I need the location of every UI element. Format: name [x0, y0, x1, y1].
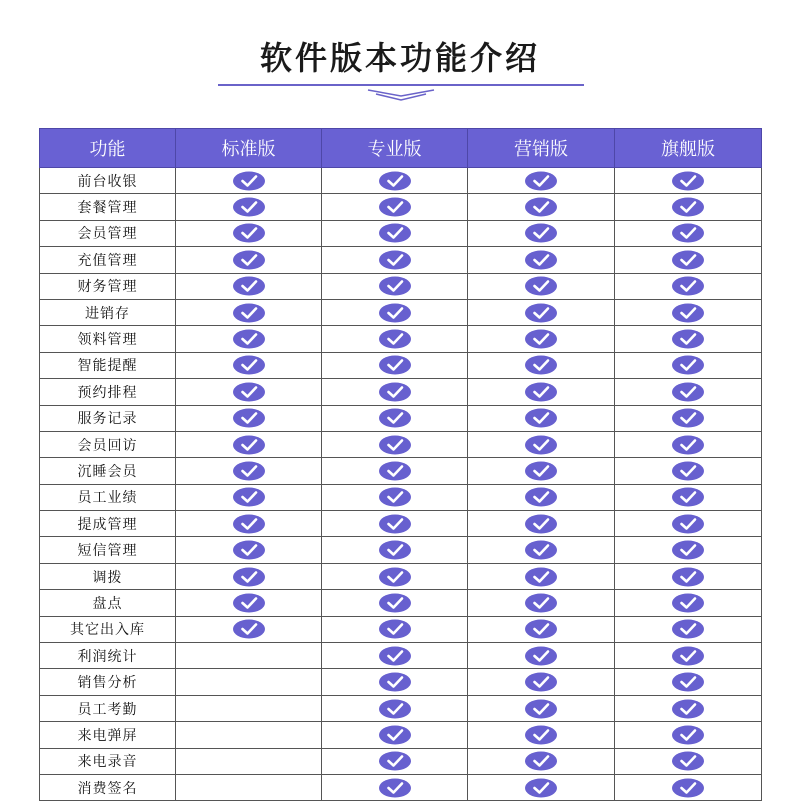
check-circle-icon [524, 276, 558, 296]
table-row [40, 220, 762, 246]
check-circle-icon [232, 276, 266, 296]
check-circle-icon [378, 593, 412, 613]
availability-cell [322, 774, 468, 800]
availability-cell [176, 511, 322, 537]
availability-cell [176, 590, 322, 616]
check-circle-icon [378, 487, 412, 507]
check-circle-icon [524, 751, 558, 771]
check-circle-icon [524, 567, 558, 587]
table-row [40, 669, 762, 695]
table-row [40, 431, 762, 457]
check-circle-icon [671, 435, 705, 455]
check-circle-icon [232, 567, 266, 587]
table-row [40, 748, 762, 774]
feature-name: 会员回访 [40, 431, 176, 457]
availability-cell [615, 695, 762, 721]
check-circle-icon [378, 223, 412, 243]
check-circle-icon [378, 540, 412, 560]
feature-name: 利润统计 [40, 643, 176, 669]
availability-cell [176, 722, 322, 748]
availability-cell [322, 537, 468, 563]
check-circle-icon [671, 197, 705, 217]
check-circle-icon [378, 171, 412, 191]
availability-cell [615, 669, 762, 695]
availability-cell [176, 168, 322, 194]
check-circle-icon [378, 751, 412, 771]
availability-cell [468, 458, 615, 484]
check-circle-icon [671, 567, 705, 587]
availability-cell [468, 484, 615, 510]
table-row [40, 273, 762, 299]
availability-cell [468, 220, 615, 246]
check-circle-icon [232, 540, 266, 560]
table-header-row [40, 129, 762, 168]
column-header-flagship: 旗舰版 [615, 129, 762, 168]
table-row [40, 563, 762, 589]
table-row [40, 405, 762, 431]
feature-name: 来电弹屏 [40, 722, 176, 748]
availability-cell [176, 273, 322, 299]
check-circle-icon [232, 408, 266, 428]
check-circle-icon [232, 593, 266, 613]
availability-cell [176, 563, 322, 589]
availability-cell [176, 695, 322, 721]
availability-cell [176, 616, 322, 642]
feature-name: 套餐管理 [40, 194, 176, 220]
availability-cell [615, 563, 762, 589]
feature-name: 预约排程 [40, 379, 176, 405]
feature-name: 沉睡会员 [40, 458, 176, 484]
table-row [40, 590, 762, 616]
check-circle-icon [671, 514, 705, 534]
feature-name: 盘点 [40, 590, 176, 616]
availability-cell [615, 379, 762, 405]
availability-cell [322, 247, 468, 273]
availability-cell [176, 774, 322, 800]
availability-cell [322, 563, 468, 589]
availability-cell [615, 774, 762, 800]
availability-cell [615, 299, 762, 325]
feature-name: 销售分析 [40, 669, 176, 695]
table-row [40, 247, 762, 273]
page-title: 软件版本功能介绍 [259, 39, 540, 77]
check-circle-icon [232, 382, 266, 402]
availability-cell [322, 458, 468, 484]
double-chevron-down-icon [366, 88, 436, 102]
check-circle-icon [378, 619, 412, 639]
availability-cell [322, 669, 468, 695]
check-circle-icon [671, 751, 705, 771]
check-circle-icon [378, 250, 412, 270]
availability-cell [322, 326, 468, 352]
column-header-professional: 专业版 [322, 129, 468, 168]
availability-cell [468, 616, 615, 642]
availability-cell [322, 194, 468, 220]
availability-cell [176, 748, 322, 774]
feature-name: 来电录音 [40, 748, 176, 774]
check-circle-icon [232, 250, 266, 270]
availability-cell [176, 247, 322, 273]
table-body [40, 168, 762, 801]
availability-cell [176, 326, 322, 352]
feature-name: 其它出入库 [40, 616, 176, 642]
table-row [40, 299, 762, 325]
availability-cell [468, 194, 615, 220]
availability-cell [176, 299, 322, 325]
availability-cell [468, 431, 615, 457]
check-circle-icon [232, 487, 266, 507]
check-circle-icon [524, 725, 558, 745]
check-circle-icon [671, 329, 705, 349]
feature-name: 员工考勤 [40, 695, 176, 721]
check-circle-icon [671, 646, 705, 666]
availability-cell [615, 458, 762, 484]
check-circle-icon [671, 171, 705, 191]
feature-name: 短信管理 [40, 537, 176, 563]
check-circle-icon [378, 646, 412, 666]
check-circle-icon [524, 461, 558, 481]
check-circle-icon [671, 303, 705, 323]
availability-cell [468, 379, 615, 405]
page-header [0, 0, 800, 120]
check-circle-icon [671, 725, 705, 745]
availability-cell [468, 695, 615, 721]
table-row [40, 643, 762, 669]
feature-name: 服务记录 [40, 405, 176, 431]
availability-cell [615, 326, 762, 352]
availability-cell [615, 722, 762, 748]
check-circle-icon [524, 382, 558, 402]
check-circle-icon [378, 197, 412, 217]
availability-cell [468, 722, 615, 748]
check-circle-icon [524, 487, 558, 507]
check-circle-icon [378, 382, 412, 402]
check-circle-icon [232, 171, 266, 191]
check-circle-icon [524, 672, 558, 692]
check-circle-icon [671, 355, 705, 375]
feature-name: 员工业绩 [40, 484, 176, 510]
check-circle-icon [524, 514, 558, 534]
availability-cell [322, 616, 468, 642]
availability-cell [615, 537, 762, 563]
title-underline [218, 84, 584, 86]
feature-name: 前台收银 [40, 168, 176, 194]
availability-cell [176, 669, 322, 695]
check-circle-icon [378, 699, 412, 719]
availability-cell [176, 458, 322, 484]
check-circle-icon [524, 646, 558, 666]
availability-cell [176, 484, 322, 510]
availability-cell [615, 405, 762, 431]
availability-cell [468, 537, 615, 563]
availability-cell [468, 643, 615, 669]
availability-cell [322, 299, 468, 325]
availability-cell [322, 431, 468, 457]
check-circle-icon [524, 699, 558, 719]
feature-name: 消费签名 [40, 774, 176, 800]
availability-cell [615, 220, 762, 246]
availability-cell [615, 643, 762, 669]
check-circle-icon [671, 672, 705, 692]
table-row [40, 511, 762, 537]
check-circle-icon [232, 197, 266, 217]
check-circle-icon [524, 197, 558, 217]
check-circle-icon [524, 250, 558, 270]
feature-name: 调拨 [40, 563, 176, 589]
check-circle-icon [671, 276, 705, 296]
availability-cell [322, 695, 468, 721]
check-circle-icon [524, 408, 558, 428]
availability-cell [468, 774, 615, 800]
check-circle-icon [378, 461, 412, 481]
check-circle-icon [378, 329, 412, 349]
availability-cell [468, 299, 615, 325]
table-row [40, 194, 762, 220]
availability-cell [176, 194, 322, 220]
check-circle-icon [232, 435, 266, 455]
availability-cell [615, 352, 762, 378]
availability-cell [176, 643, 322, 669]
check-circle-icon [378, 778, 412, 798]
availability-cell [615, 484, 762, 510]
table-row [40, 774, 762, 800]
availability-cell [468, 590, 615, 616]
check-circle-icon [671, 382, 705, 402]
feature-name: 会员管理 [40, 220, 176, 246]
availability-cell [615, 168, 762, 194]
table-row [40, 379, 762, 405]
check-circle-icon [671, 250, 705, 270]
availability-cell [615, 431, 762, 457]
check-circle-icon [524, 540, 558, 560]
availability-cell [322, 511, 468, 537]
availability-cell [322, 748, 468, 774]
check-circle-icon [232, 461, 266, 481]
availability-cell [615, 194, 762, 220]
availability-cell [468, 247, 615, 273]
feature-name: 提成管理 [40, 511, 176, 537]
availability-cell [615, 748, 762, 774]
availability-cell [322, 352, 468, 378]
check-circle-icon [671, 223, 705, 243]
check-circle-icon [524, 435, 558, 455]
check-circle-icon [524, 355, 558, 375]
feature-name: 智能提醒 [40, 352, 176, 378]
availability-cell [322, 590, 468, 616]
check-circle-icon [524, 329, 558, 349]
availability-cell [176, 220, 322, 246]
check-circle-icon [378, 355, 412, 375]
column-header-standard: 标准版 [176, 129, 322, 168]
availability-cell [468, 352, 615, 378]
availability-cell [176, 352, 322, 378]
check-circle-icon [524, 171, 558, 191]
table-row [40, 458, 762, 484]
check-circle-icon [232, 303, 266, 323]
column-header-feature: 功能 [40, 129, 176, 168]
availability-cell [176, 379, 322, 405]
availability-cell [176, 405, 322, 431]
check-circle-icon [378, 672, 412, 692]
availability-cell [176, 431, 322, 457]
availability-cell [468, 669, 615, 695]
check-circle-icon [524, 619, 558, 639]
check-circle-icon [378, 514, 412, 534]
check-circle-icon [524, 593, 558, 613]
feature-comparison-table [39, 128, 762, 801]
availability-cell [615, 511, 762, 537]
check-circle-icon [232, 329, 266, 349]
table-row [40, 695, 762, 721]
availability-cell [322, 379, 468, 405]
table-row [40, 352, 762, 378]
check-circle-icon [378, 435, 412, 455]
feature-name: 充值管理 [40, 247, 176, 273]
availability-cell [468, 748, 615, 774]
availability-cell [468, 563, 615, 589]
feature-name: 领料管理 [40, 326, 176, 352]
table-row [40, 722, 762, 748]
table-row [40, 168, 762, 194]
check-circle-icon [378, 303, 412, 323]
availability-cell [322, 273, 468, 299]
availability-cell [615, 590, 762, 616]
availability-cell [322, 405, 468, 431]
check-circle-icon [671, 699, 705, 719]
availability-cell [322, 220, 468, 246]
availability-cell [468, 273, 615, 299]
availability-cell [468, 168, 615, 194]
check-circle-icon [378, 276, 412, 296]
feature-name: 财务管理 [40, 273, 176, 299]
feature-name: 进销存 [40, 299, 176, 325]
check-circle-icon [671, 593, 705, 613]
check-circle-icon [232, 223, 266, 243]
availability-cell [615, 616, 762, 642]
check-circle-icon [524, 778, 558, 798]
check-circle-icon [232, 355, 266, 375]
check-circle-icon [378, 408, 412, 428]
availability-cell [468, 405, 615, 431]
column-header-marketing: 营销版 [468, 129, 615, 168]
availability-cell [615, 273, 762, 299]
check-circle-icon [671, 487, 705, 507]
check-circle-icon [671, 540, 705, 560]
availability-cell [176, 537, 322, 563]
check-circle-icon [671, 408, 705, 428]
table-row [40, 537, 762, 563]
check-circle-icon [671, 619, 705, 639]
availability-cell [615, 247, 762, 273]
check-circle-icon [524, 303, 558, 323]
check-circle-icon [378, 567, 412, 587]
check-circle-icon [524, 223, 558, 243]
table-row [40, 326, 762, 352]
table-row [40, 616, 762, 642]
availability-cell [322, 722, 468, 748]
check-circle-icon [378, 725, 412, 745]
check-circle-icon [671, 778, 705, 798]
availability-cell [322, 643, 468, 669]
check-circle-icon [232, 619, 266, 639]
check-circle-icon [232, 514, 266, 534]
availability-cell [322, 168, 468, 194]
table-row [40, 484, 762, 510]
check-circle-icon [671, 461, 705, 481]
availability-cell [322, 484, 468, 510]
availability-cell [468, 511, 615, 537]
availability-cell [468, 326, 615, 352]
